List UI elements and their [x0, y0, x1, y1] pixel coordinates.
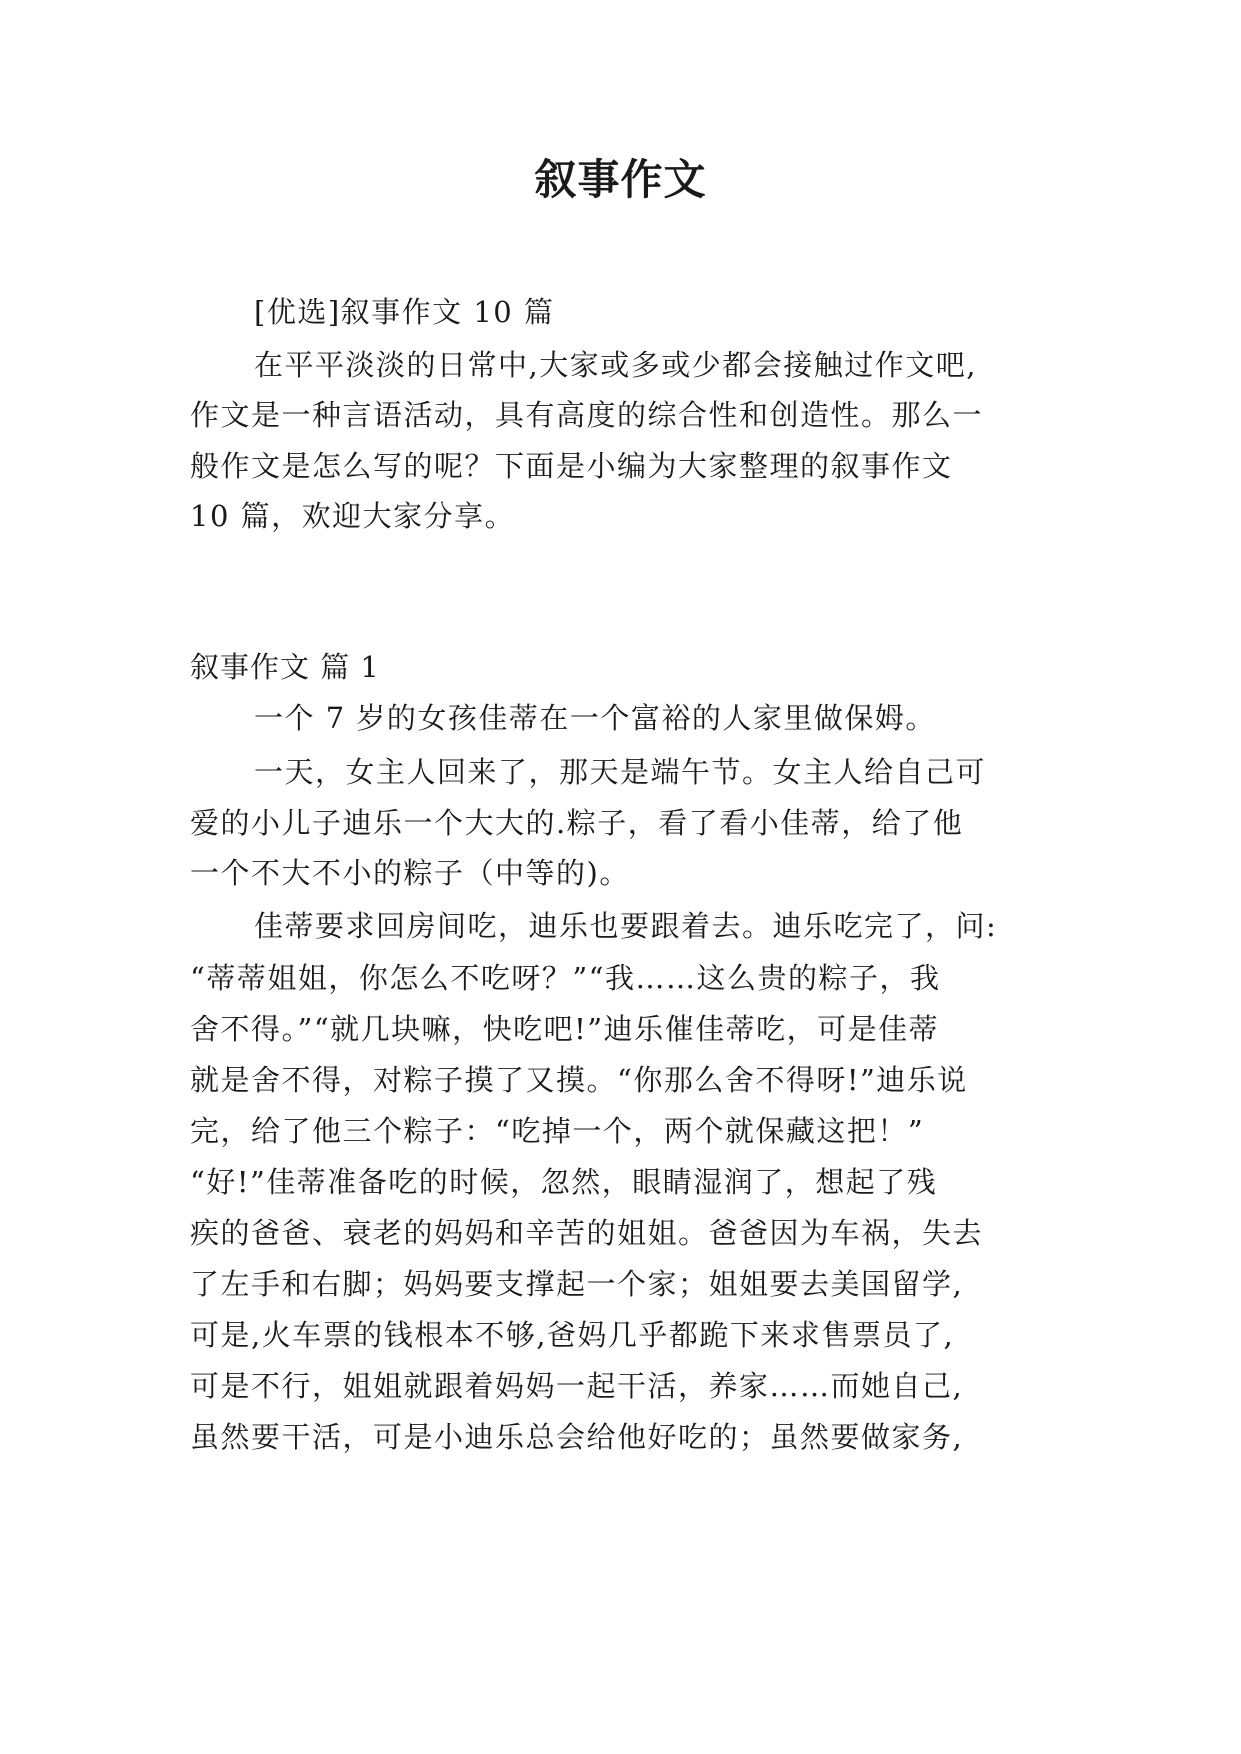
paragraph-line: 可是,火车票的钱根本不够,爸妈几乎都跪下来求售票员了,	[190, 1318, 955, 1352]
paragraph-line: 疾的爸爸、衰老的妈妈和辛苦的姐姐。爸爸因为车祸，失去	[190, 1216, 984, 1250]
section-heading: 叙事作文 篇 1	[190, 650, 380, 684]
paragraph-line: 一个不大不小的粽子（中等的)。	[190, 856, 630, 890]
paragraph-line: 一天，女主人回来了，那天是端午节。女主人给自己可	[254, 755, 987, 789]
paragraph-line: 佳蒂要求回房间吃，迪乐也要跟着去。迪乐吃完了，问:	[254, 909, 998, 943]
intro-line-2: 作文是一种言语活动，具有高度的综合性和创造性。那么一	[190, 398, 984, 432]
paragraph-line: 可是不行，姐姐就跟着妈妈一起干活，养家……而她自己,	[190, 1369, 964, 1403]
subtitle-line: [优选]叙事作文 10 篇	[254, 295, 555, 329]
paragraph-line: 虽然要干活，可是小迪乐总会给他好吃的；虽然要做家务,	[190, 1420, 964, 1454]
intro-line-1: 在平平淡淡的日常中,大家或多或少都会接触过作文吧,	[254, 348, 977, 382]
paragraph-line: “好!”佳蒂准备吃的时候，忽然，眼睛湿润了，想起了残	[190, 1165, 938, 1199]
paragraph-line: 了左手和右脚；妈妈要支撑起一个家；姐姐要去美国留学,	[190, 1267, 964, 1301]
intro-line-4: 10 篇，欢迎大家分享。	[190, 499, 516, 533]
paragraph-line: 就是舍不得，对粽子摸了又摸。“你那么舍不得呀!”迪乐说	[190, 1063, 968, 1097]
paragraph-line: 舍不得。”“就几块嘛，快吃吧!”迪乐催佳蒂吃，可是佳蒂	[190, 1012, 940, 1046]
paragraph-line: 爱的小儿子迪乐一个大大的.粽子，看了看小佳蒂，给了他	[190, 806, 964, 840]
intro-line-3: 般作文是怎么写的呢？下面是小编为大家整理的叙事作文	[190, 449, 953, 483]
paragraph-line: 一个 7 岁的女孩佳蒂在一个富裕的人家里做保姆。	[254, 701, 936, 735]
paragraph-line: “蒂蒂姐姐，你怎么不吃呀？”“我……这么贵的粽子，我	[190, 961, 941, 995]
document-title: 叙事作文	[534, 155, 707, 204]
paragraph-line: 完，给了他三个粽子：“吃掉一个，两个就保藏这把！”	[190, 1114, 925, 1148]
